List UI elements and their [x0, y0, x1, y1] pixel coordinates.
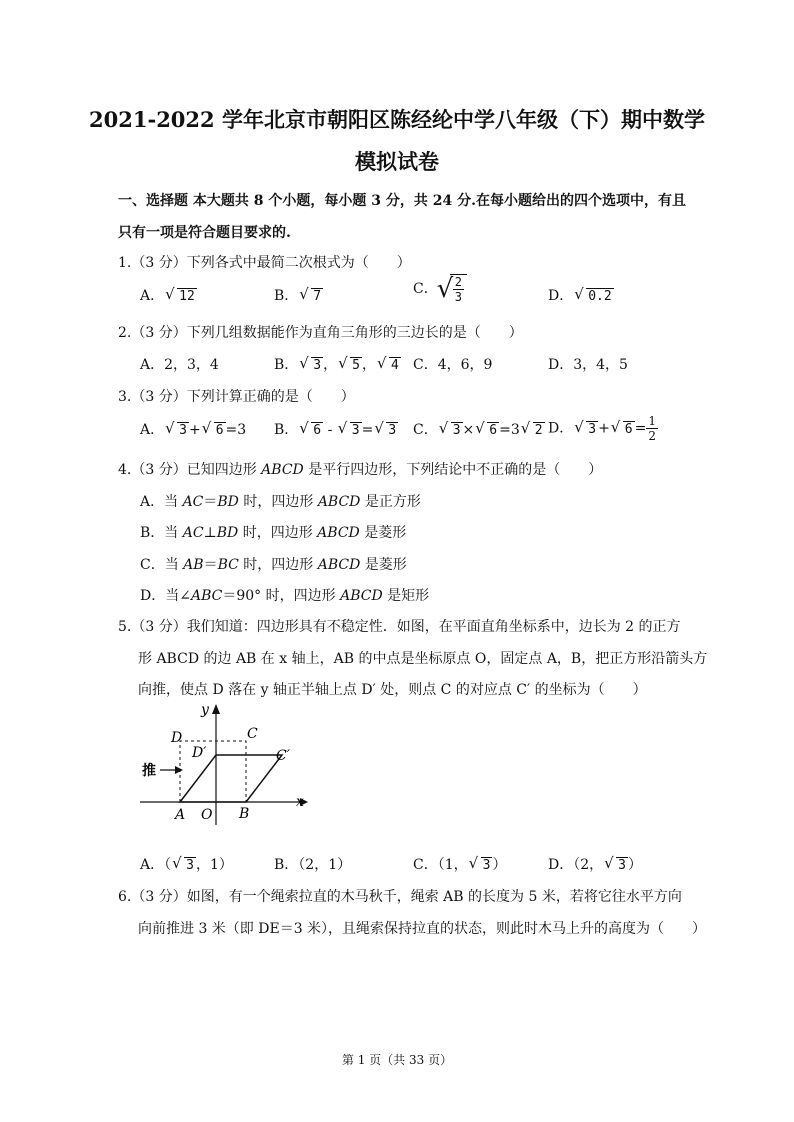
label-C-prime: C′	[276, 748, 290, 764]
q5-line-3: 向推，使点 D 落在 y 轴正半轴上点 D′ 处，则点 C 的对应点 C′ 的坐标为（ ）	[138, 682, 647, 698]
label-x: x	[296, 794, 304, 810]
q2-option-b: B．√ 3 ，√ 5 ，√ 4	[274, 354, 401, 374]
pushed-parallelogram	[180, 755, 282, 802]
q3-option-d: D．√ 3 +√ 6 = $\frac{1}{2}$	[548, 414, 658, 443]
q2-option-c: C．4，6，9	[413, 357, 493, 373]
q5-option-b: B．（2，1）	[274, 857, 352, 873]
q3-option-a: A．√ 3 +√ 6 =3	[140, 419, 246, 439]
y-axis-arrow	[212, 704, 220, 714]
label-C: C	[247, 726, 258, 742]
label-B: B	[239, 806, 250, 822]
q4-stem: 4.（3 分）已知四边形 ABCD 是平行四边形，下列结论中不正确的是（ ）	[118, 462, 603, 478]
q4-option-b: B．当 AC⊥BD 时，四边形 ABCD 是菱形	[140, 525, 407, 541]
q4-option-a: A．当 AC＝BD 时，四边形 ABCD 是正方形	[140, 494, 421, 510]
q1-option-b: B．√ 7	[274, 285, 323, 305]
label-D-prime: D′	[192, 745, 207, 761]
section-heading-line-1: 一、选择题 本大题共 8 个小题，每小题 3 分，共 24 分.在每小题给出的四个选项中，有且	[118, 193, 686, 209]
q5-line-1: 5.（3 分）我们知道：四边形具有不稳定性．如图，在平面直角坐标系中，边长为 2 的正方	[118, 619, 681, 635]
label-y: y	[201, 702, 209, 718]
label-A: A	[175, 807, 186, 823]
q5-option-d: D．（2，√ 3 ）	[548, 854, 642, 874]
q6-line-2: 向前推进 3 米（即 DE＝3 米），且绳索保持拉直的状态，则此时木马上升的高度为（ ）	[138, 921, 707, 937]
q3-option-b: B．√ 6 - √ 3 =√ 3	[274, 419, 398, 439]
q3-option-c: C．√ 3 ×√ 6 =3√ 2	[413, 419, 545, 439]
q2-stem: 2.（3 分）下列几组数据能作为直角三角形的三边长的是（ ）	[118, 325, 523, 341]
section-heading-line-2: 只有一项是符合题目要求的.	[118, 225, 291, 241]
original-square	[180, 741, 246, 802]
label-O: O	[201, 807, 213, 823]
label-push: 推	[142, 763, 156, 779]
q1-option-d: D．√ 0.2	[548, 285, 614, 305]
title-line-2: 模拟试卷	[355, 149, 439, 174]
q1-stem: 1.（3 分）下列各式中最简二次根式为（ ）	[118, 255, 411, 271]
q5-line-2: 形 ABCD 的边 AB 在 x 轴上，AB 的中点是坐标原点 O，固定点 A，B，把正方形沿箭头方	[138, 651, 708, 667]
push-arrow-head	[175, 766, 183, 774]
title-line-1: 2021-2022 学年北京市朝阳区陈经纶中学八年级（下）期中数学	[89, 107, 705, 132]
page-footer: 第 1 页（共 33 页）	[341, 1053, 453, 1067]
q4-option-c: C．当 AB＝BC 时，四边形 ABCD 是菱形	[140, 557, 407, 573]
q5-option-a: A．（√ 3 ，1）	[140, 854, 233, 874]
label-D: D	[171, 730, 183, 746]
q2-option-d: D．3，4，5	[548, 357, 628, 373]
q1-option-a: A．√ 12	[140, 285, 197, 305]
q4-option-d: D．当∠ABC＝90° 时，四边形 ABCD 是矩形	[140, 588, 430, 604]
q5-option-c: C．（1，√ 3 ）	[413, 854, 506, 874]
q2-option-a: A．2，3，4	[140, 357, 219, 373]
q6-line-1: 6.（3 分）如图，有一个绳索拉直的木马秋千，绳索 AB 的长度为 5 米，若将它往水平方向	[118, 889, 682, 905]
q3-stem: 3.（3 分）下列计算正确的是（ ）	[118, 389, 355, 405]
q1-option-c: C． √ $\frac{2}{3}$	[413, 274, 467, 304]
q5-figure	[135, 700, 315, 830]
